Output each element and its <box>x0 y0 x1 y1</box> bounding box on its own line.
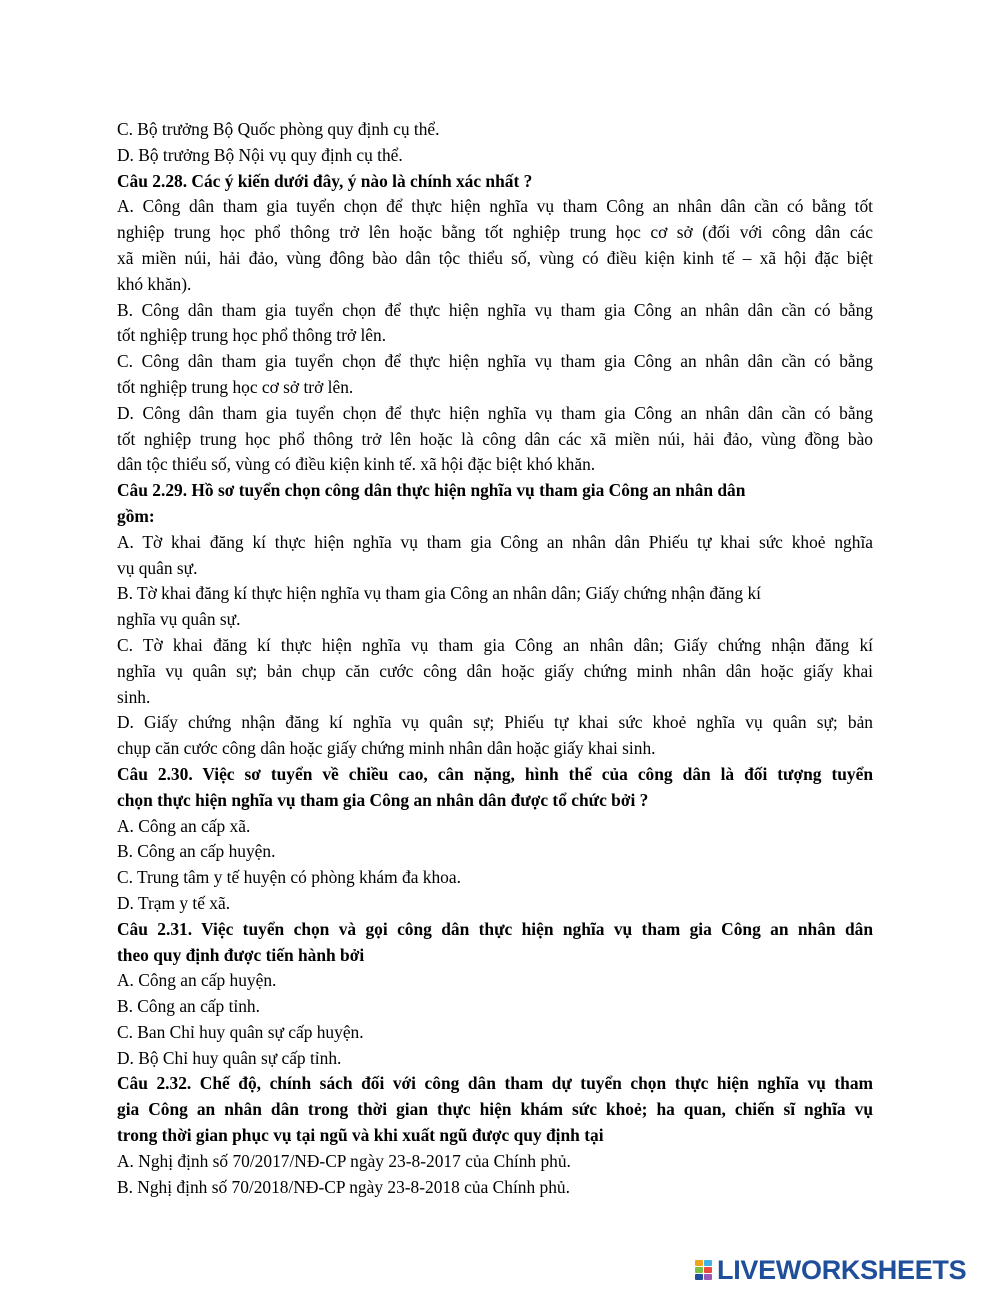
text-line: C. Trung tâm y tế huyện có phòng khám đa khoa. <box>117 867 461 888</box>
text-line: C. Ban Chỉ huy quân sự cấp huyện. <box>117 1021 364 1042</box>
text-line: A. Công an cấp huyện. <box>117 970 277 991</box>
text-line: C. Công dân tham gia tuyển chọn để thực hiện nghĩa vụ tham gia Công an nhân dân cần có bằng <box>117 351 873 372</box>
text-line: tốt nghiệp trung học cơ sở trở lên. <box>117 376 354 397</box>
text-line: B. Công an cấp huyện. <box>117 841 276 862</box>
text-line: chụp căn cước công dân hoặc giấy chứng minh nhân dân hoặc giấy khai sinh. <box>117 738 656 759</box>
question-heading-line: trong thời gian phục vụ tại ngũ và khi xuất ngũ được quy định tại <box>117 1125 604 1146</box>
logo-square <box>695 1267 703 1273</box>
text-line: A. Tờ khai đăng kí thực hiện nghĩa vụ tham gia Công an nhân dân Phiếu tự khai sức khoẻ nghĩa <box>117 531 873 552</box>
question-heading-line: gia Công an nhân dân trong thời gian thực hiện khám sức khoẻ; ha quan, chiến sĩ nghĩa vụ <box>117 1099 873 1120</box>
text-line: khó khăn). <box>117 273 192 294</box>
text-line: B. Tờ khai đăng kí thực hiện nghĩa vụ tham gia Công an nhân dân; Giấy chứng nhận đăng kí <box>117 583 762 604</box>
text-line: D. Giấy chứng nhận đăng kí nghĩa vụ quân sự; Phiếu tự khai sức khoẻ nghĩa vụ quân sự; bản <box>117 712 873 733</box>
logo-square <box>704 1267 712 1273</box>
text-line: nghĩa vụ quân sự; bản chụp căn cước công dân hoặc giấy chứng minh nhân dân hoặc giấy khai <box>117 660 873 681</box>
question-heading-line: Câu 2.28. Các ý kiến dưới đây, ý nào là chính xác nhất ? <box>117 170 533 191</box>
logo-square <box>704 1274 712 1280</box>
text-line: D. Bộ trưởng Bộ Nội vụ quy định cụ thể. <box>117 144 403 165</box>
text-line: dân tộc thiểu số, vùng có điều kiện kinh tế. xã hội đặc biệt khó khăn. <box>117 454 596 475</box>
text-line: D. Trạm y tế xã. <box>117 892 231 913</box>
question-heading-line: chọn thực hiện nghĩa vụ tham gia Công an nhân dân được tổ chức bởi ? <box>117 789 649 810</box>
text-line: B. Công dân tham gia tuyển chọn để thực hiện nghĩa vụ tham gia Công an nhân dân cần có bằng <box>117 299 873 320</box>
question-heading-line: Câu 2.29. Hồ sơ tuyển chọn công dân thực hiện nghĩa vụ tham gia Công an nhân dân <box>117 480 746 501</box>
text-line: tốt nghiệp trung học phổ thông trở lên hoặc là công dân các xã miền núi, hải đảo, vùng đồng bào <box>117 428 873 449</box>
text-line: A. Nghị định số 70/2017/NĐ-CP ngày 23-8-2017 của Chính phủ. <box>117 1150 571 1171</box>
text-line: nghĩa vụ quân sự. <box>117 609 241 630</box>
text-line: C. Tờ khai đăng kí thực hiện nghĩa vụ tham gia Công an nhân dân; Giấy chứng nhận đăng kí <box>117 634 873 655</box>
text-line: xã miền núi, hải đảo, vùng đông bào dân tộc thiểu số, vùng có điều kiện kinh tế – xã hội đặc biệt <box>117 247 873 268</box>
text-line: B. Nghị định số 70/2018/NĐ-CP ngày 23-8-2018 của Chính phủ. <box>117 1176 570 1197</box>
document-page <box>117 117 873 1200</box>
question-heading-line: Câu 2.31. Việc tuyển chọn và gọi công dân thực hiện nghĩa vụ tham gia Công an nhân dân <box>117 918 873 939</box>
text-line: vụ quân sự. <box>117 557 198 578</box>
text-line: tốt nghiệp trung học phổ thông trở lên. <box>117 325 387 346</box>
question-heading-line: Câu 2.32. Chế độ, chính sách đối với công dân tham dự tuyển chọn thực hiện nghĩa vụ tham <box>117 1073 873 1094</box>
text-line: nghiệp trung học phổ thông trở lên hoặc bằng tốt nghiệp trung học cơ sở (đối với công dân các <box>117 222 873 243</box>
question-heading-line: Câu 2.30. Việc sơ tuyển về chiều cao, cân nặng, hình thể của công dân là đối tượng tuyển <box>117 763 873 784</box>
logo-square <box>704 1260 712 1266</box>
text-line: A. Công dân tham gia tuyển chọn để thực hiện nghĩa vụ tham Công an nhân dân cần có bằng tốt <box>117 196 873 217</box>
liveworksheets-logo-icon <box>694 1259 714 1281</box>
text-line: D. Bộ Chỉ huy quân sự cấp tỉnh. <box>117 1047 342 1068</box>
logo-square <box>695 1260 703 1266</box>
text-line: D. Công dân tham gia tuyển chọn để thực hiện nghĩa vụ tham gia Công an nhân dân cần có bằng <box>117 402 873 423</box>
text-line: B. Công an cấp tỉnh. <box>117 996 260 1017</box>
text-line: sinh. <box>117 686 151 707</box>
question-heading-line: theo quy định được tiến hành bởi <box>117 944 365 965</box>
liveworksheets-logo[interactable] <box>694 1256 994 1284</box>
text-line: A. Công an cấp xã. <box>117 815 251 836</box>
text-line: C. Bộ trưởng Bộ Quốc phòng quy định cụ thể. <box>117 119 440 139</box>
question-heading-line: gồm: <box>117 505 155 526</box>
logo-square <box>695 1274 703 1280</box>
liveworksheets-logo-text: LIVEWORKSHEETS <box>717 1254 967 1285</box>
